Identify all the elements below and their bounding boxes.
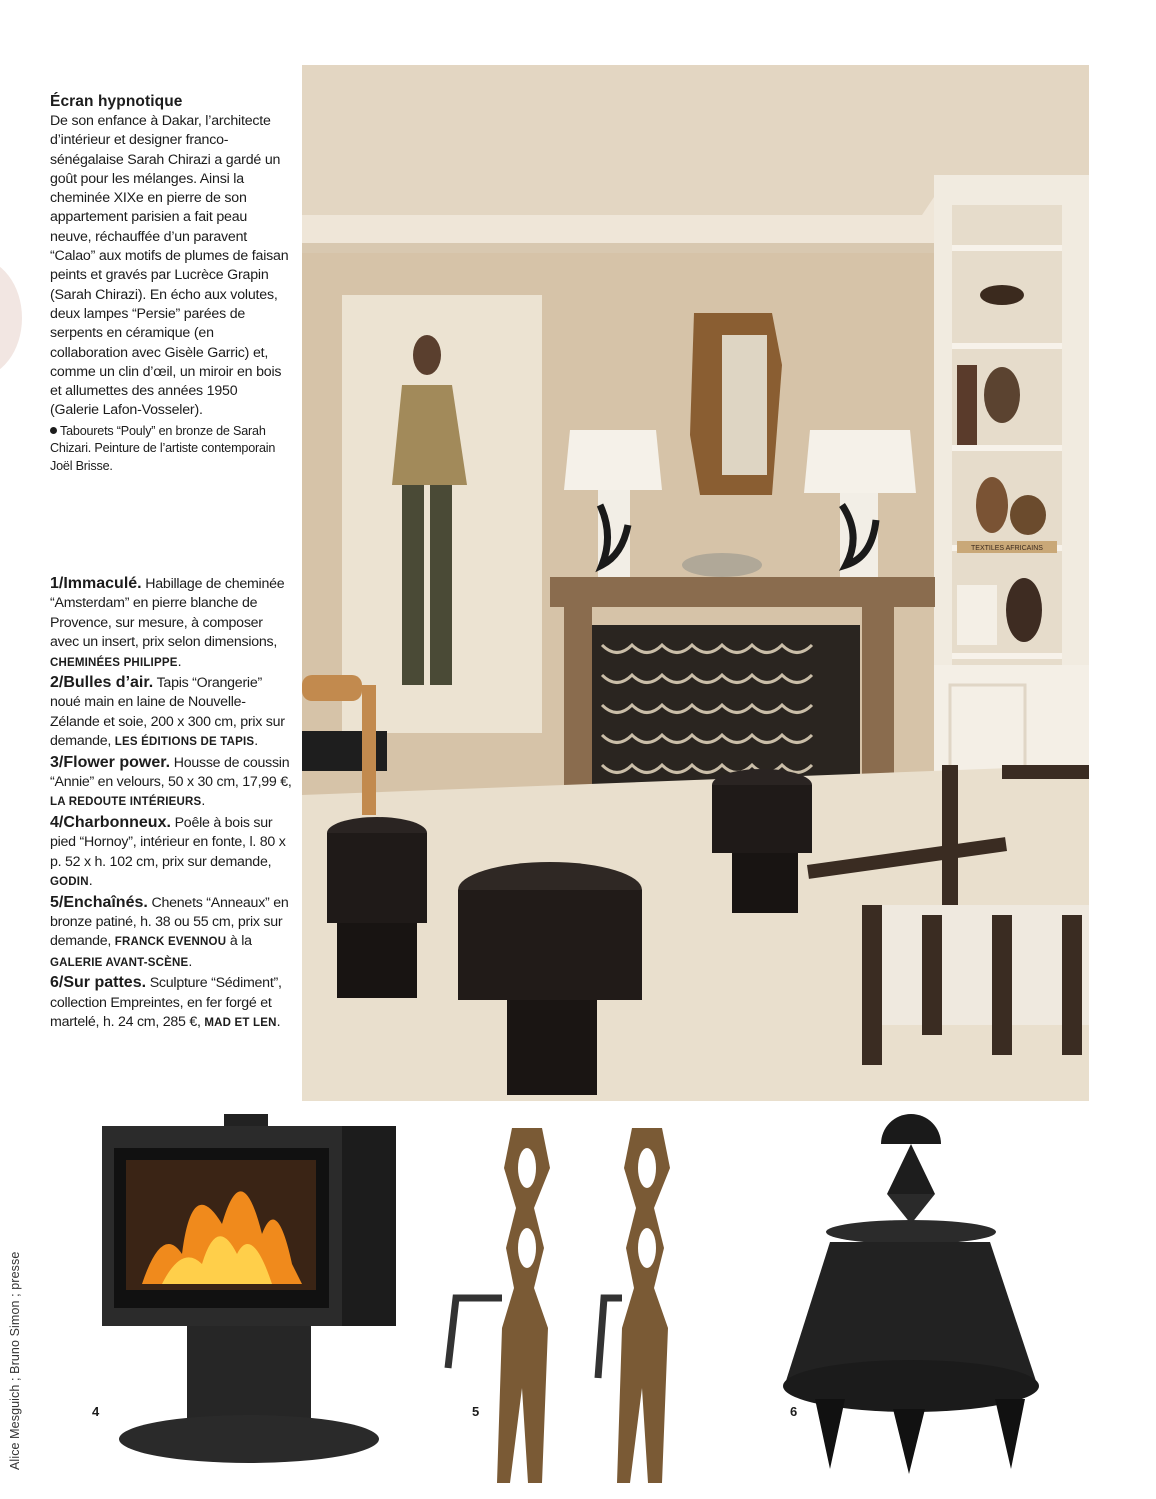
figure-number-4: 4 — [92, 1404, 100, 1419]
product-brand: MAD ET LEN — [204, 1016, 277, 1029]
product-item: 2/Bulles d’air. Tapis “Orangerie” noué main en laine de Nouvelle-Zélande et soie, 200 x 300 cm, prix sur demande, LES ÉDITIONS DE TAPIS. — [50, 674, 285, 750]
firedogs-image — [442, 1128, 687, 1483]
product-text: Sculpture “Sédiment”, collection Empreintes, en fer forgé et martelé, h. 24 cm, 285 €, — [50, 975, 282, 1030]
product-text: Poêle à bois sur pied “Hornoy”, intérieur en fonte, l. 80 x p. 52 x h. 102 cm, prix sur demande, — [50, 814, 286, 870]
product-brand: CHEMINÉES PHILIPPE — [50, 656, 178, 669]
product-brand: FRANCK EVENNOU — [114, 936, 227, 949]
product-text: Housse de coussin “Annie” en velours, 50 x 30 cm, 17,99 €, — [50, 754, 292, 791]
product-brand: LES ÉDITIONS DE TAPIS — [114, 736, 255, 749]
bullet-icon — [50, 427, 57, 434]
figure-number-6: 6 — [790, 1404, 798, 1419]
caption-text: Tabourets “Pouly” en bronze de Sarah Chizari. Peinture de l’artiste contemporain Joël Brisse. — [50, 423, 276, 473]
figure-number-5: 5 — [472, 1404, 480, 1419]
living-room-illustration — [302, 65, 1089, 1101]
intro-block — [50, 92, 290, 475]
product-heading: 1/Immaculé. — [50, 575, 142, 592]
book-spine-label: TEXTILES AFRICAINS — [971, 545, 1043, 552]
product-heading: 5/Enchaînés. — [50, 893, 148, 911]
product-item: 6/Sur pattes. Sculpture “Sédiment”, collection Empreintes, en fer forgé et martelé, h. 24 cm, 285 €, MAD ET LEN. — [50, 974, 282, 1030]
product-item: 3/Flower power. Housse de coussin “Annie” en velours, 50 x 30 cm, 17,99 €, LA REDOUTE INTÉRIEURS. — [50, 753, 292, 810]
product-list — [50, 574, 295, 1033]
product-brand: GALERIE AVANT-SCÈNE — [50, 956, 189, 969]
photo-credit: Alice Mesguich ; Bruno Simon ; presse — [8, 1251, 22, 1470]
product-text: Tapis “Orangerie” noué main en laine de Nouvelle-Zélande et soie, 200 x 300 cm, prix sur demande, — [50, 675, 285, 750]
product-item: 4/Charbonneux. Poêle à bois sur pied “Hornoy”, intérieur en fonte, l. 80 x p. 52 x h. 102 cm, prix sur demande, GODIN. — [50, 813, 286, 890]
wood-stove-image — [102, 1114, 396, 1469]
decorative-arc — [0, 258, 22, 378]
intro-title: Écran hypnotique — [50, 93, 183, 110]
product-text: Chenets “Anneaux” en bronze patiné, h. 38 ou 55 cm, prix sur demande, — [50, 894, 289, 950]
product-heading: 2/Bulles d’air. — [50, 674, 154, 692]
product-heading: 3/Flower power. — [50, 753, 171, 771]
photo-caption — [50, 423, 290, 476]
living-room-photo — [302, 65, 1089, 1101]
sculpture-image — [775, 1114, 1055, 1474]
product-item: 1/Immaculé. Habillage de cheminée “Amsterdam” en pierre blanche de Provence, sur mesure, à composer avec un insert, prix selon dimensions, CHEMINÉES PHILIPPE. — [50, 575, 285, 670]
product-brand: GODIN — [50, 876, 89, 889]
product-heading: 4/Charbonneux. — [50, 813, 171, 831]
product-item: 5/Enchaînés. Chenets “Anneaux” en bronze patiné, h. 38 ou 55 cm, prix sur demande, FRANCK EVENNOU à la GALERIE AVANT-SCÈNE. — [50, 893, 289, 970]
product-text: Habillage de cheminée “Amsterdam” en pierre blanche de Provence, sur mesure, à composer avec un insert, prix selon dimensions, — [50, 576, 285, 651]
product-heading: 6/Sur pattes. — [50, 974, 147, 992]
intro-body: De son enfance à Dakar, l’architecte d’intérieur et designer franco-sénégalaise Sarah Chirazi a gardé un goût pour les mélanges. Ainsi la cheminée XIXe en pierre de son appartement parisien a fait peau neuve, réchauffée d’un paravent “Calao” aux motifs de plumes de faisan peints et gravés par Lucrèce Grapin (Sarah Chirazi). En écho aux volutes, deux lampes “Persie” parées de serpents en céramique (en collaboration avec Gisèle Garric) et, comme un clin d’œil, un miroir en bois et allumettes des années 1950 (Galerie Lafon-Vosseler). — [50, 113, 289, 419]
product-brand: LA REDOUTE INTÉRIEURS — [50, 796, 202, 809]
